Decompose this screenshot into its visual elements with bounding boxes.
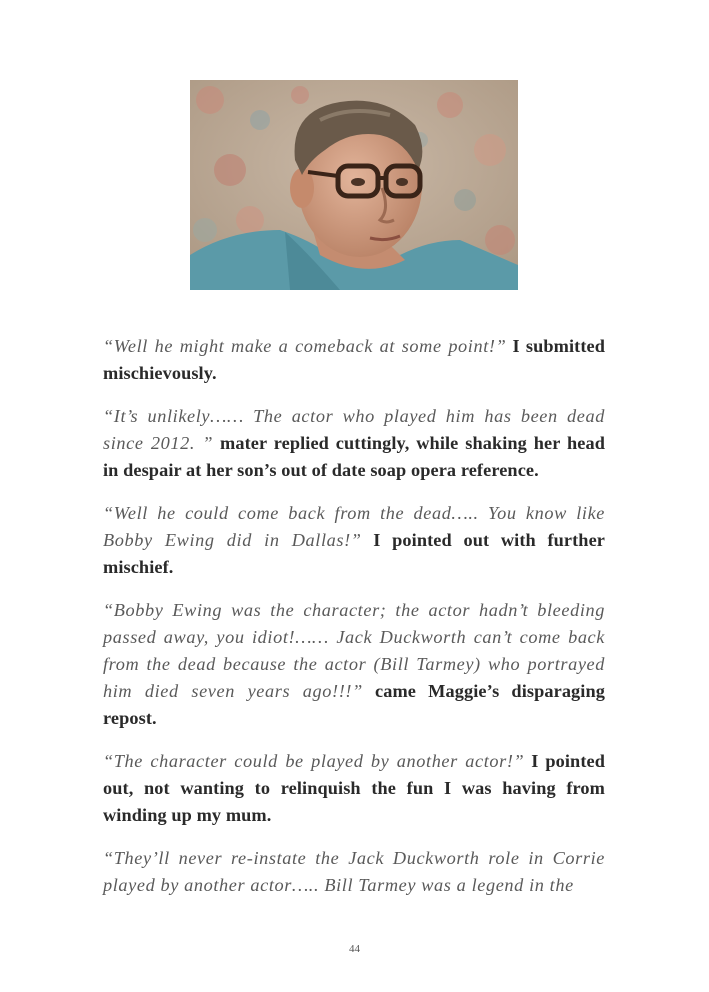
dialogue-quote: “The character could be played by another actor!”	[103, 751, 525, 771]
dialogue-quote: “Well he could come back from the dead….. You know like Bobby Ewing did in Dallas!”	[103, 503, 605, 550]
paragraph	[103, 845, 605, 899]
narration: I pointed out, not wanting to relinquish the fun I was having from winding up my mum.	[103, 751, 605, 825]
paragraph	[103, 333, 605, 387]
dialogue-quote: “It’s unlikely…… The actor who played him has been dead since 2012. ”	[103, 406, 605, 453]
paragraph	[103, 403, 605, 484]
page-number: 44	[349, 943, 360, 955]
portrait-photo	[190, 80, 518, 290]
paragraph	[103, 597, 605, 732]
dialogue-quote: “Bobby Ewing was the character; the actor hadn’t bleeding passed away, you idiot!…… Jack Duckworth can’t come back from the dead because the actor (Bill Tarmey) who portrayed him died seven years ago!!!”	[103, 600, 605, 701]
paragraph	[103, 500, 605, 581]
dialogue-quote: “They’ll never re-instate the Jack Duckworth role in Corrie played by another actor….. Bill Tarmey was a legend in the	[103, 848, 605, 895]
narration: I submitted mischievously.	[103, 336, 605, 383]
dialogue-quote: “Well he might make a comeback at some point!”	[103, 336, 507, 356]
narration: came Maggie’s disparaging repost.	[103, 681, 605, 728]
paragraph	[103, 748, 605, 829]
body-text	[103, 333, 605, 915]
narration: I pointed out with further mischief.	[103, 530, 606, 577]
narration: mater replied cuttingly, while shaking her head in despair at her son’s out of date soap opera reference.	[103, 433, 605, 480]
